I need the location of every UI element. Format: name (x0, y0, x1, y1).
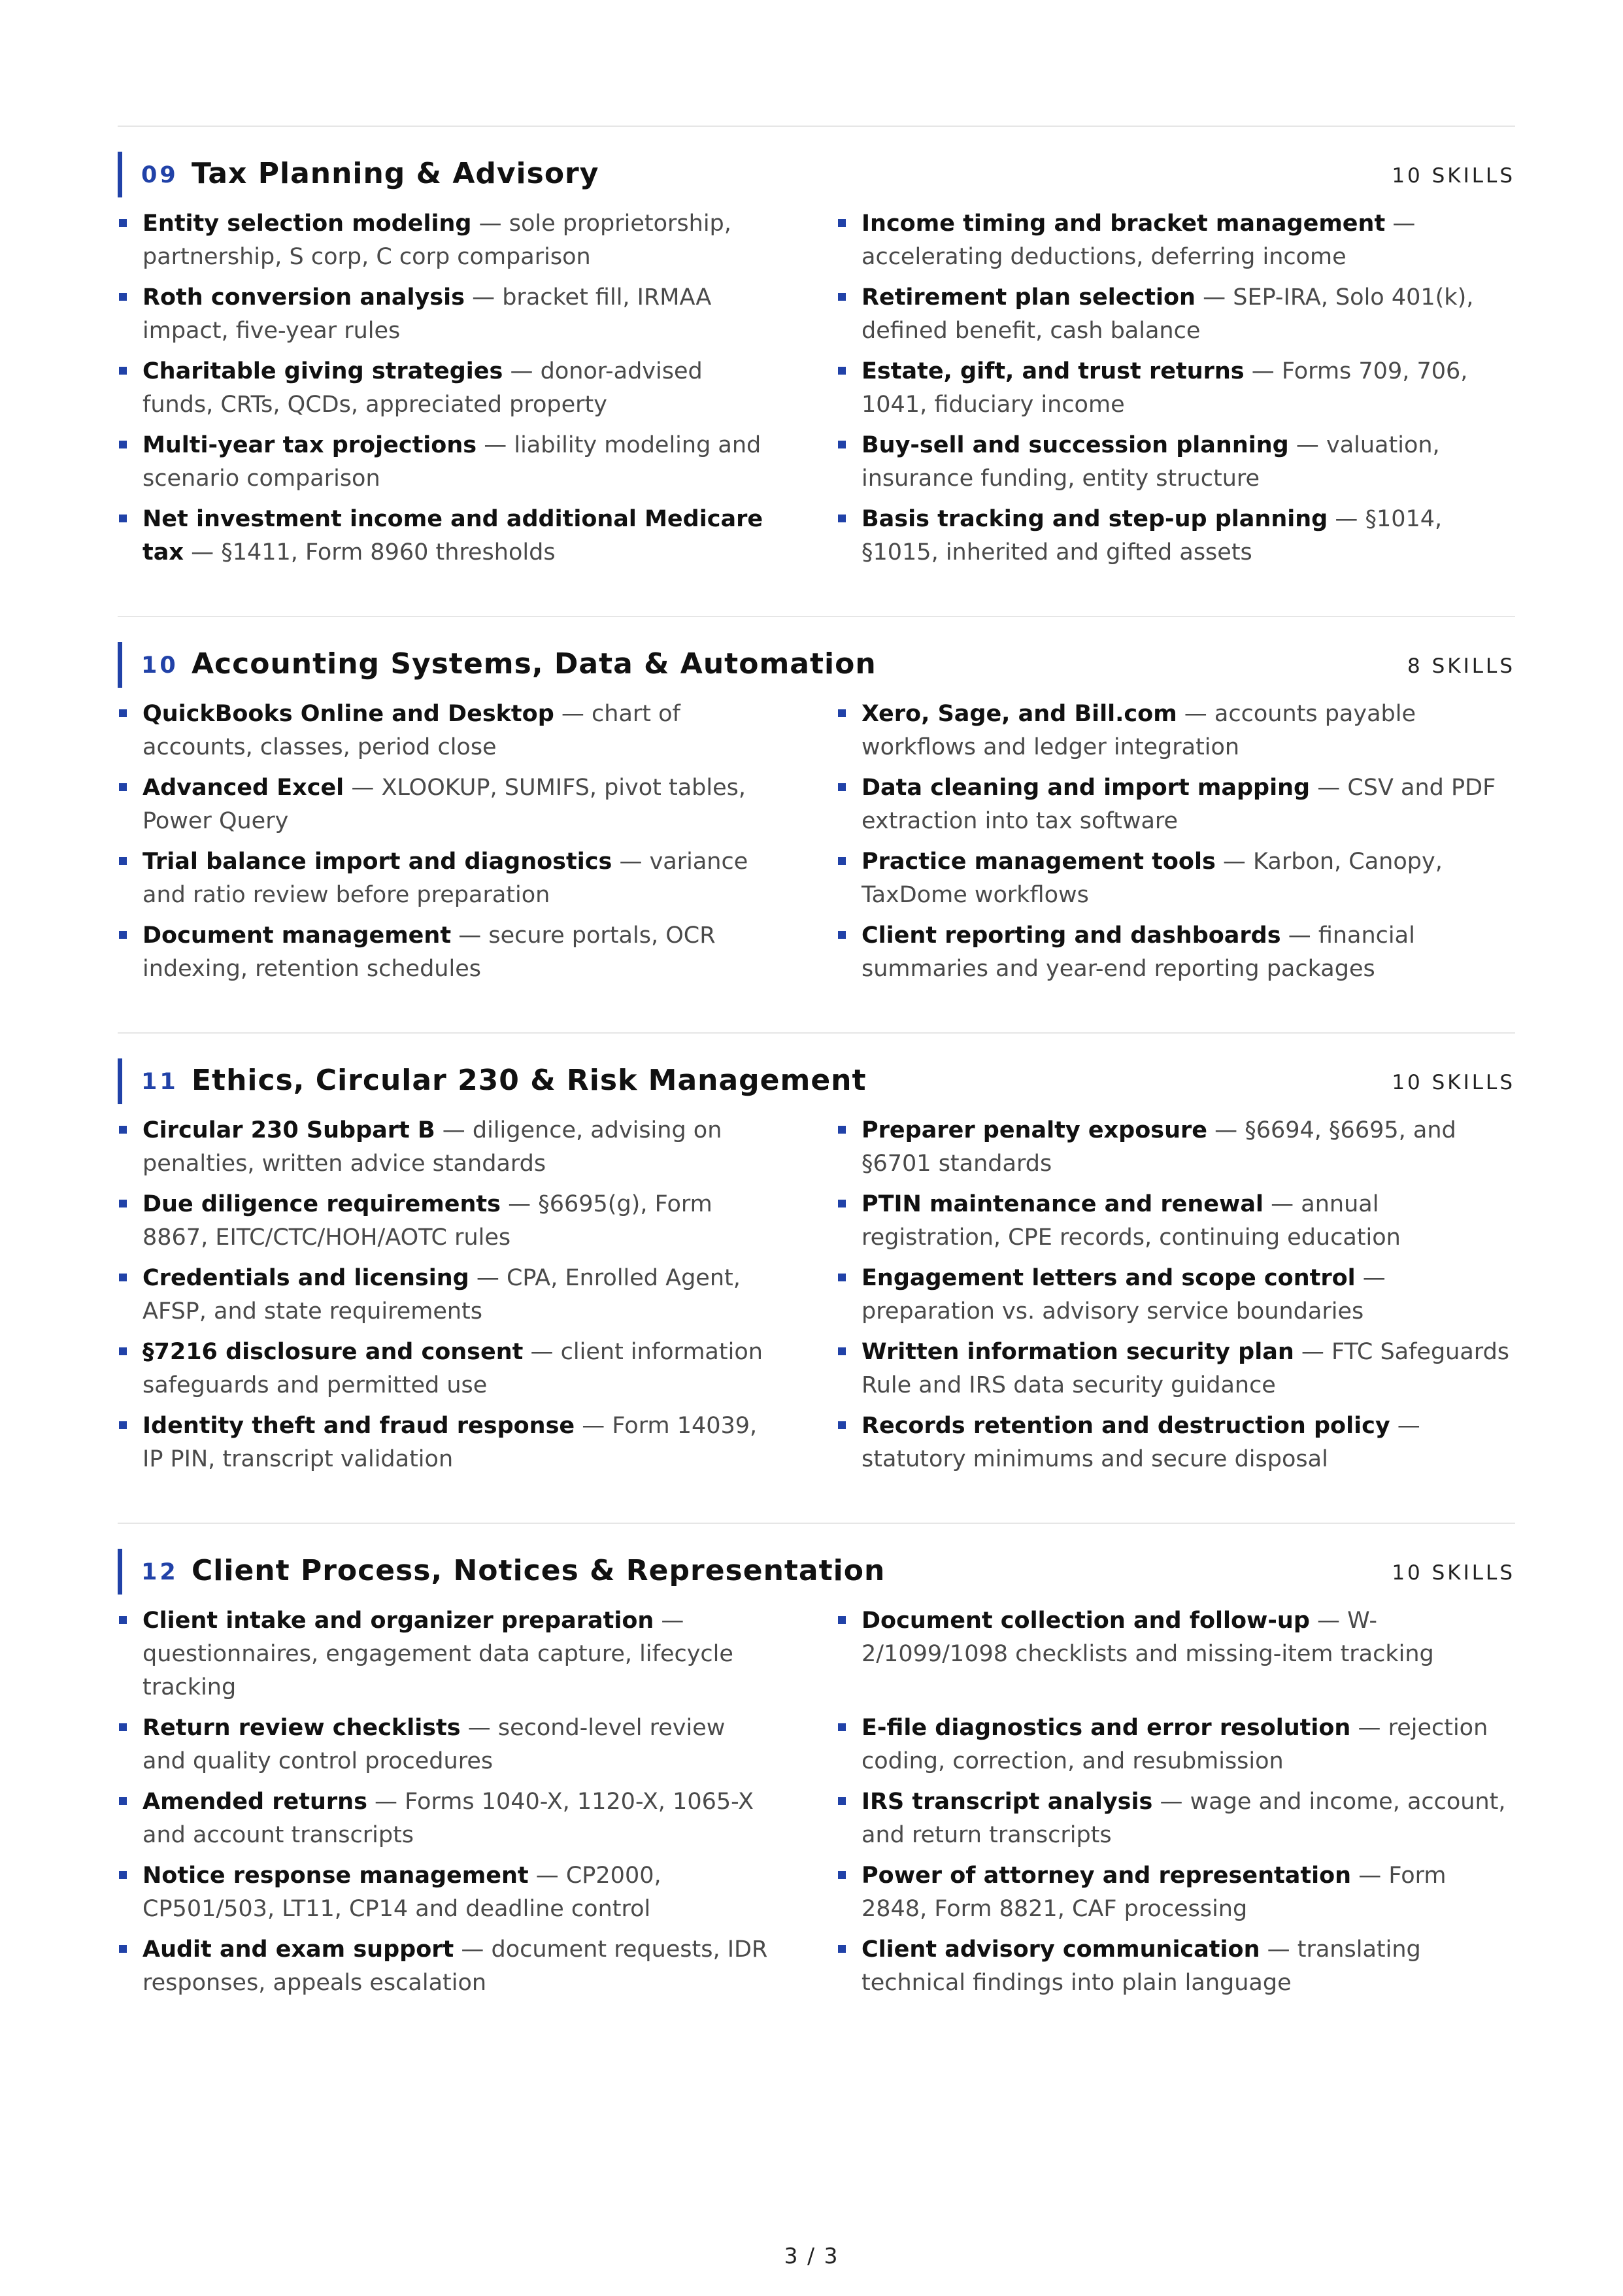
skill-term: Written information security plan (862, 1339, 1294, 1365)
section-header (118, 152, 1515, 197)
bullet-icon (838, 367, 846, 375)
skill-desc: — §6694, §6695, and §6701 standards (862, 1117, 1456, 1177)
bullet-icon (838, 931, 846, 939)
skill-desc: — §1411, Form 8960 thresholds (183, 539, 556, 566)
skill-term: Due diligence requirements (142, 1191, 501, 1217)
skill-desc: — XLOOKUP, SUMIFS, pivot tables, Power Query (142, 775, 746, 834)
bullet-icon (119, 367, 127, 375)
bullet-icon (119, 709, 127, 717)
skill-desc: — CSV and PDF extraction into tax software (862, 775, 1496, 834)
section-client-process (118, 1549, 1515, 1996)
bullet-icon (838, 293, 846, 301)
skills-column-right (837, 207, 1516, 577)
bullet-icon (838, 1723, 846, 1731)
section-accent-bar (118, 1058, 122, 1104)
skill-desc: — Form 2848, Form 8821, CAF processing (862, 1863, 1447, 1922)
skills-column-left (118, 698, 771, 993)
bullet-icon (838, 515, 846, 522)
skill-item (118, 1933, 771, 2000)
bullet-icon (838, 1421, 846, 1429)
skill-term: IRS transcript analysis (862, 1789, 1153, 1815)
skill-item (118, 919, 771, 986)
bullet-icon (838, 783, 846, 791)
skill-term: Power of attorney and representation (862, 1863, 1352, 1889)
page-number: 3 / 3 (784, 2243, 839, 2269)
bullet-icon (119, 1945, 127, 1953)
skill-count: 10 SKILLS (1392, 164, 1515, 188)
skill-desc: — translating technical findings into plain language (862, 1936, 1421, 1996)
skill-desc: — rejection coding, correction, and resubmission (862, 1715, 1488, 1774)
skill-term: §7216 disclosure and consent (142, 1339, 524, 1365)
skill-term: Buy-sell and succession planning (862, 432, 1289, 458)
skill-desc: — CPA, Enrolled Agent, AFSP, and state requirements (142, 1265, 741, 1325)
skill-item (118, 281, 771, 348)
skill-item (118, 1712, 771, 1778)
skill-desc: — diligence, advising on penalties, written advice standards (142, 1117, 722, 1177)
skill-item (837, 1859, 1516, 1926)
bullet-icon (119, 1871, 127, 1879)
skills-column-right (837, 698, 1516, 993)
bullet-icon (838, 1945, 846, 1953)
skill-item (837, 1410, 1516, 1476)
skill-term: QuickBooks Online and Desktop (142, 701, 554, 727)
skill-term: Amended returns (142, 1789, 367, 1815)
skill-item (837, 1712, 1516, 1778)
skill-term: Return review checklists (142, 1715, 461, 1741)
skill-desc: — donor-advised funds, CRTs, QCDs, appreciated property (142, 358, 703, 418)
skill-desc: — financial summaries and year-end reporting packages (862, 922, 1415, 982)
bullet-icon (838, 441, 846, 448)
skill-term: Identity theft and fraud response (142, 1413, 575, 1439)
bullet-icon (119, 1347, 127, 1355)
section-title: Accounting Systems, Data & Automation (192, 647, 877, 681)
skill-desc: — annual registration, CPE records, continuing education (862, 1191, 1401, 1251)
skill-item (118, 207, 771, 274)
skill-term: Multi-year tax projections (142, 432, 477, 458)
skill-desc: — Forms 1040-X, 1120-X, 1065-X and account transcripts (142, 1789, 754, 1848)
skill-desc: — W-2/1099/1098 checklists and missing-item tracking (862, 1608, 1434, 1667)
bullet-icon (838, 709, 846, 717)
skill-desc: — questionnaires, engagement data capture, lifecycle tracking (142, 1608, 733, 1700)
skill-desc: — Form 14039, IP PIN, transcript validation (142, 1413, 758, 1472)
bullet-icon (119, 857, 127, 865)
bullet-icon (119, 1126, 127, 1134)
skill-term: Client intake and organizer preparation (142, 1608, 654, 1634)
skill-term: Advanced Excel (142, 775, 344, 801)
skill-desc: — FTC Safeguards Rule and IRS data security guidance (862, 1339, 1510, 1398)
skill-item (837, 1785, 1516, 1852)
bullet-icon (838, 1126, 846, 1134)
bullet-icon (838, 219, 846, 227)
skill-term: Engagement letters and scope control (862, 1265, 1356, 1291)
section-tax-planning (118, 152, 1515, 566)
skill-term: Entity selection modeling (142, 211, 472, 237)
skill-desc: — CP2000, CP501/503, LT11, CP14 and deadline control (142, 1863, 661, 1922)
bullet-icon (119, 783, 127, 791)
skill-item (118, 771, 771, 838)
skill-desc: — variance and ratio review before preparation (142, 849, 748, 908)
skill-term: PTIN maintenance and renewal (862, 1191, 1263, 1217)
skill-term: E-file diagnostics and error resolution (862, 1715, 1351, 1741)
skill-term: Net investment income and additional Medicare tax (142, 506, 763, 566)
bullet-icon (119, 1797, 127, 1805)
skill-item (118, 355, 771, 422)
skill-item (837, 1114, 1516, 1181)
skill-term: Practice management tools (862, 849, 1216, 875)
skills-column-left (118, 1604, 771, 2007)
skill-item (837, 1933, 1516, 2000)
skill-item (837, 1188, 1516, 1255)
top-divider (118, 126, 1515, 127)
skills-column-left (118, 1114, 771, 1483)
section-title: Ethics, Circular 230 & Risk Management (192, 1064, 867, 1097)
skill-item (118, 1785, 771, 1852)
skill-term: Audit and exam support (142, 1936, 454, 1963)
skill-desc: — statutory minimums and secure disposal (862, 1413, 1420, 1472)
section-title: Client Process, Notices & Representation (192, 1554, 886, 1587)
skill-desc: — secure portals, OCR indexing, retention schedules (142, 922, 716, 982)
bullet-icon (119, 931, 127, 939)
skill-term: Notice response management (142, 1863, 529, 1889)
skill-term: Document management (142, 922, 452, 949)
skills-column-right (837, 1604, 1516, 2007)
skill-item (837, 698, 1516, 764)
skills-column-right (837, 1114, 1516, 1483)
skill-term: Document collection and follow-up (862, 1608, 1310, 1634)
skill-item (118, 1188, 771, 1255)
skill-term: Roth conversion analysis (142, 284, 465, 311)
skill-item (837, 771, 1516, 838)
skill-item (118, 1410, 771, 1476)
section-number: 10 (141, 652, 178, 679)
skill-term: Retirement plan selection (862, 284, 1196, 311)
skill-item (837, 503, 1516, 569)
skill-term: Preparer penalty exposure (862, 1117, 1207, 1143)
skill-desc: — bracket fill, IRMAA impact, five-year rules (142, 284, 712, 344)
skill-desc: — Forms 709, 706, 1041, fiduciary income (862, 358, 1468, 418)
skill-item (837, 207, 1516, 274)
bullet-icon (838, 1347, 846, 1355)
skill-item (118, 429, 771, 496)
skill-desc: — chart of accounts, classes, period close (142, 701, 680, 760)
skill-item (837, 1262, 1516, 1328)
section-title: Tax Planning & Advisory (192, 157, 599, 190)
skill-term: Client reporting and dashboards (862, 922, 1281, 949)
bullet-icon (119, 1616, 127, 1624)
skill-term: Income timing and bracket management (862, 211, 1386, 237)
section-header (118, 642, 1515, 688)
skill-count: 8 SKILLS (1407, 654, 1515, 678)
bullet-icon (119, 515, 127, 522)
skill-item (837, 919, 1516, 986)
skill-item (837, 1604, 1516, 1671)
bullet-icon (119, 293, 127, 301)
section-number: 09 (141, 162, 178, 188)
bullet-icon (838, 1616, 846, 1624)
skill-item (837, 429, 1516, 496)
skill-item (837, 845, 1516, 912)
bullet-icon (119, 219, 127, 227)
section-accent-bar (118, 152, 122, 197)
skill-desc: — liability modeling and scenario comparison (142, 432, 761, 492)
skill-desc: — valuation, insurance funding, entity structure (862, 432, 1440, 492)
skill-term: Data cleaning and import mapping (862, 775, 1311, 801)
skill-desc: — Karbon, Canopy, TaxDome workflows (862, 849, 1443, 908)
skill-item (837, 1336, 1516, 1402)
skill-term: Records retention and destruction policy (862, 1413, 1390, 1439)
skill-desc: — SEP-IRA, Solo 401(k), defined benefit, cash balance (862, 284, 1474, 344)
skill-desc: — sole proprietorship, partnership, S corp, C corp comparison (142, 211, 731, 270)
skill-desc: — preparation vs. advisory service boundaries (862, 1265, 1386, 1325)
section-number: 12 (141, 1559, 178, 1585)
section-accent-bar (118, 1549, 122, 1595)
skill-term: Circular 230 Subpart B (142, 1117, 435, 1143)
skill-desc: — wage and income, account, and return transcripts (862, 1789, 1506, 1848)
skill-count: 10 SKILLS (1392, 1071, 1515, 1094)
skill-term: Trial balance import and diagnostics (142, 849, 612, 875)
bullet-icon (119, 1200, 127, 1207)
skill-item (118, 845, 771, 912)
section-divider (118, 616, 1515, 617)
section-ethics-risk (118, 1058, 1515, 1472)
skill-count: 10 SKILLS (1392, 1561, 1515, 1585)
skill-term: Charitable giving strategies (142, 358, 503, 384)
section-number: 11 (141, 1069, 178, 1095)
skill-term: Basis tracking and step-up planning (862, 506, 1328, 532)
skill-item (118, 503, 771, 569)
bullet-icon (838, 1200, 846, 1207)
skill-item (118, 1114, 771, 1181)
bullet-icon (119, 1274, 127, 1281)
skill-term: Xero, Sage, and Bill.com (862, 701, 1177, 727)
section-header (118, 1549, 1515, 1595)
bullet-icon (838, 1274, 846, 1281)
skill-item (118, 1262, 771, 1328)
skill-desc: — §6695(g), Form 8867, EITC/CTC/HOH/AOTC rules (142, 1191, 712, 1251)
skills-column-left (118, 207, 771, 577)
bullet-icon (838, 1797, 846, 1805)
bullet-icon (838, 1871, 846, 1879)
skill-desc: — client information safeguards and permitted use (142, 1339, 763, 1398)
skill-item (118, 1859, 771, 1926)
section-divider (118, 1523, 1515, 1524)
skill-term: Client advisory communication (862, 1936, 1260, 1963)
skill-desc: — accounts payable workflows and ledger integration (862, 701, 1416, 760)
bullet-icon (838, 857, 846, 865)
section-divider (118, 1032, 1515, 1034)
bullet-icon (119, 1723, 127, 1731)
bullet-icon (119, 1421, 127, 1429)
skill-term: Estate, gift, and trust returns (862, 358, 1245, 384)
section-accent-bar (118, 642, 122, 688)
skill-item (837, 355, 1516, 422)
section-header (118, 1058, 1515, 1104)
skill-desc: — document requests, IDR responses, appeals escalation (142, 1936, 768, 1996)
skill-item (118, 1604, 771, 1704)
skill-term: Credentials and licensing (142, 1265, 469, 1291)
section-accounting-systems (118, 642, 1515, 982)
skill-item (118, 698, 771, 764)
skill-desc: — accelerating deductions, deferring income (862, 211, 1416, 270)
bullet-icon (119, 441, 127, 448)
skill-item (837, 281, 1516, 348)
skill-desc: — §1014, §1015, inherited and gifted assets (862, 506, 1443, 566)
skill-item (118, 1336, 771, 1402)
skill-desc: — second-level review and quality control procedures (142, 1715, 726, 1774)
